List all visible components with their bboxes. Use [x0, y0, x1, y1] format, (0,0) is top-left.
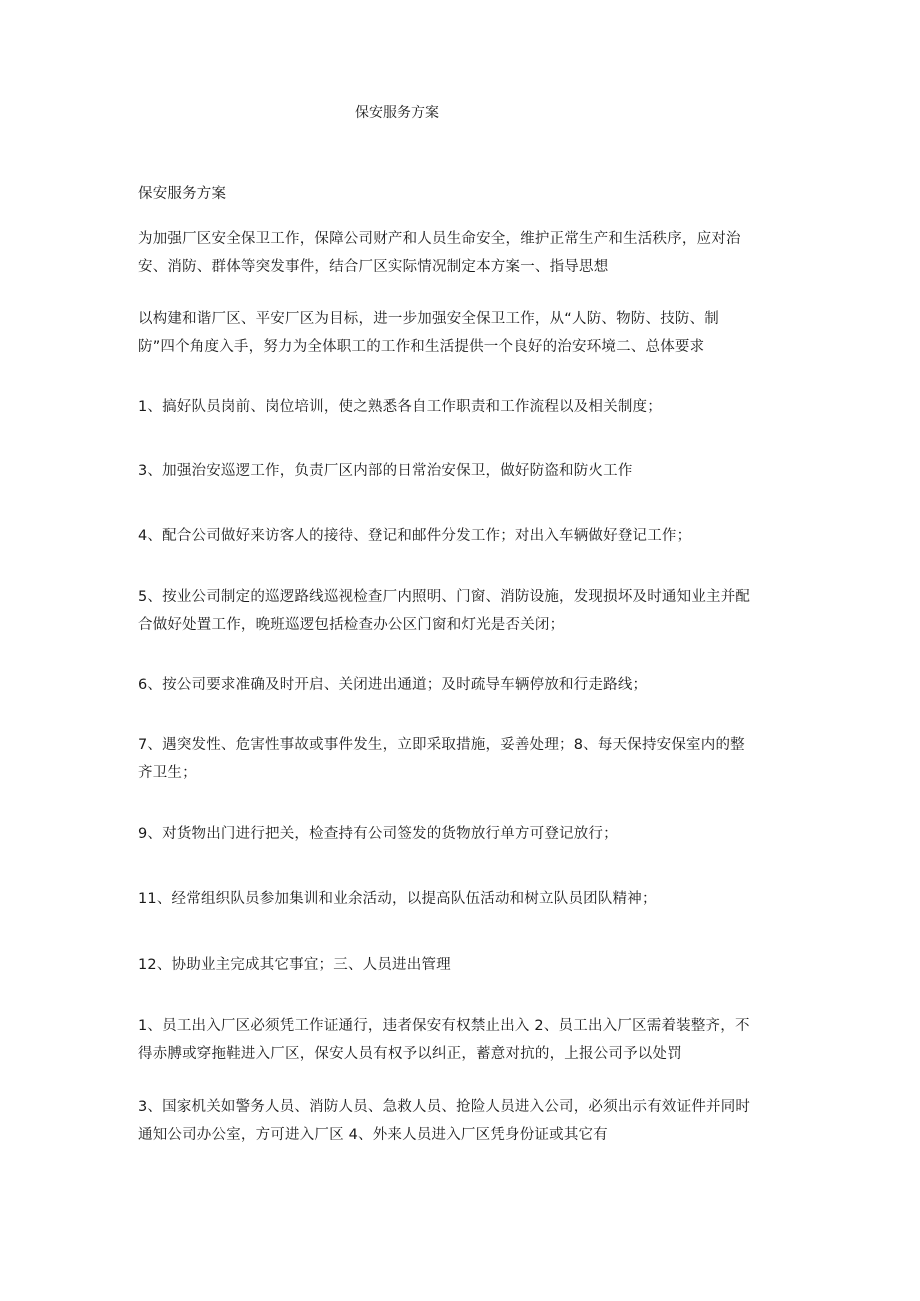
paragraph-line: 为加强厂区安全保卫工作，保障公司财产和人员生命安全，维护正常生产和生活秩序，应对治	[138, 231, 741, 247]
document-subtitle	[138, 180, 788, 208]
paragraph-13	[138, 1093, 788, 1149]
paragraph-11	[138, 951, 788, 979]
paragraph-line: 防”四个角度入手，努力为全体职工的工作和生活提供一个良好的治安环境二、总体要求	[138, 339, 705, 355]
paragraph-10	[138, 885, 788, 913]
paragraph-line: 6、按公司要求准确及时开启、关闭进出通道；及时疏导车辆停放和行走路线；	[138, 677, 648, 693]
paragraph-line: 1、搞好队员岗前、岗位培训，使之熟悉各自工作职责和工作流程以及相关制度；	[138, 399, 662, 415]
paragraph-4	[138, 457, 788, 485]
paragraph-line: 4、配合公司做好来访客人的接待、登记和邮件分发工作；对出入车辆做好登记工作；	[138, 528, 692, 544]
paragraph-line: 9、对货物出门进行把关，检查持有公司签发的货物放行单方可登记放行；	[138, 826, 618, 842]
document-header-title: 保安服务方案	[355, 105, 439, 121]
subtitle-line: 保安服务方案	[138, 186, 227, 202]
paragraph-line: 12、协助业主完成其它事宜；三、人员进出管理	[138, 957, 451, 973]
paragraph-line: 3、国家机关如警务人员、消防人员、急救人员、抢险人员进入公司，必须出示有效证件并同时	[138, 1099, 751, 1115]
paragraph-7	[138, 671, 788, 699]
paragraph-1	[138, 225, 788, 281]
paragraph-line: 得赤膊或穿拖鞋进入厂区，保安人员有权予以纠正，蓄意对抗的，上报公司予以处罚	[138, 1046, 682, 1062]
paragraph-line: 通知公司办公室，方可进入厂区 4、外来人员进入厂区凭身份证或其它有	[138, 1127, 608, 1143]
paragraph-line: 11、经常组织队员参加集训和业余活动，以提高队伍活动和树立队员团队精神；	[138, 891, 657, 907]
paragraph-line: 3、加强治安巡逻工作，负责厂区内部的日常治安保卫，做好防盗和防火工作	[138, 463, 633, 479]
paragraph-6	[138, 583, 788, 639]
paragraph-5	[138, 522, 788, 550]
paragraph-line: 7、遇突发性、危害性事故或事件发生，立即采取措施，妥善处理；8、每天保持安保室内的整	[138, 737, 745, 753]
paragraph-9	[138, 820, 788, 848]
paragraph-line: 安、消防、群体等突发事件，结合厂区实际情况制定本方案一、指导思想	[138, 259, 609, 275]
paragraph-line: 合做好处置工作，晚班巡逻包括检查办公区门窗和灯光是否关闭；	[138, 617, 565, 633]
paragraph-line: 5、按业公司制定的巡逻路线巡视检查厂内照明、门窗、消防设施，发现损坏及时通知业主并配	[138, 589, 751, 605]
paragraph-12	[138, 1012, 788, 1068]
paragraph-3	[138, 393, 788, 421]
paragraph-line: 以构建和谐厂区、平安厂区为目标，进一步加强安全保卫工作，从“人防、物防、技防、制	[138, 311, 720, 327]
paragraph-line: 1、员工出入厂区必须凭工作证通行，违者保安有权禁止出入 2、员工出入厂区需着装整齐，不	[138, 1018, 750, 1034]
paragraph-2	[138, 305, 788, 361]
paragraph-8	[138, 731, 788, 787]
paragraph-line: 齐卫生；	[138, 765, 197, 781]
